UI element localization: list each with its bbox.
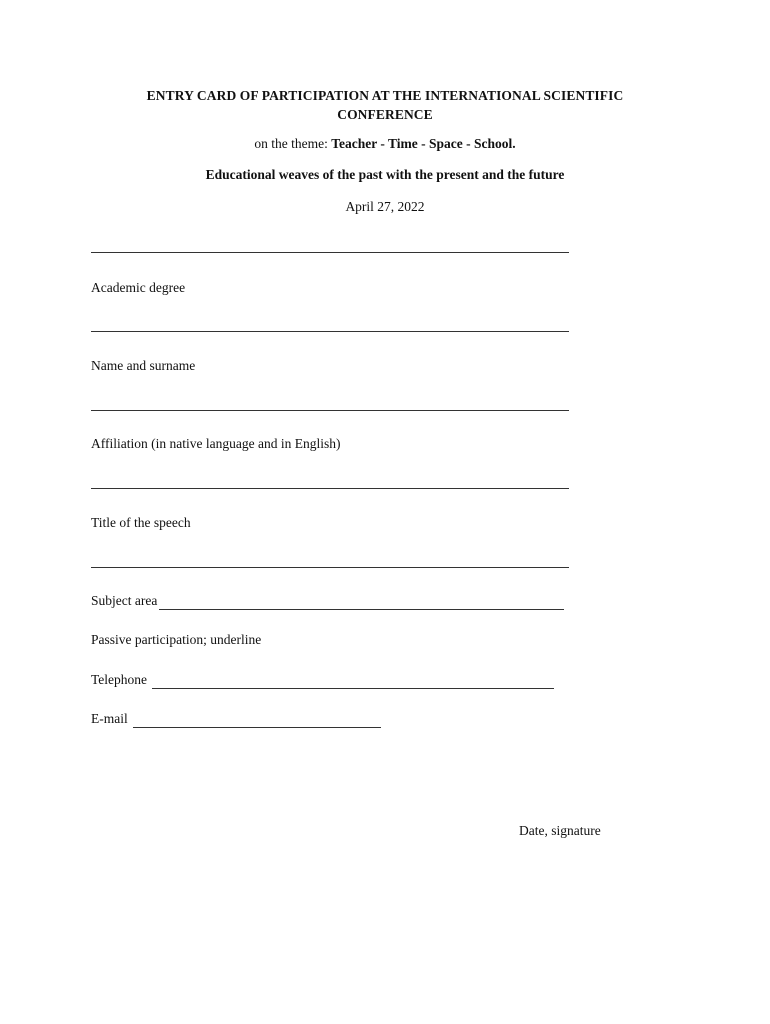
- blank-line-academic-degree[interactable]: [91, 252, 569, 253]
- email-label: E-mail: [91, 711, 128, 726]
- date-signature-label: Date, signature: [519, 823, 601, 838]
- subject-area-label: Subject area: [91, 593, 158, 608]
- affiliation-label: Affiliation (in native language and in English): [91, 436, 341, 451]
- title-of-speech-label: Title of the speech: [91, 515, 191, 530]
- name-surname-label: Name and surname: [91, 358, 196, 373]
- blank-line-speech-continued[interactable]: [91, 567, 569, 568]
- conference-date: April 27, 2022: [345, 199, 425, 214]
- passive-participation-label: Passive participation; underline: [91, 632, 262, 647]
- theme-name: Teacher - Time - Space - School.: [331, 136, 516, 151]
- blank-line-affiliation[interactable]: [91, 410, 569, 411]
- conference-subtitle: Educational weaves of the past with the present and the future: [205, 167, 565, 182]
- telephone-label: Telephone: [91, 672, 148, 687]
- blank-line-title-of-speech[interactable]: [91, 488, 569, 489]
- email-input-line[interactable]: [133, 715, 381, 728]
- academic-degree-label: Academic degree: [91, 280, 186, 295]
- subject-area-input-line[interactable]: [159, 597, 564, 610]
- blank-line-name-surname[interactable]: [91, 331, 569, 332]
- conference-theme: [80, 135, 690, 153]
- telephone-field: [91, 671, 554, 689]
- document-title: ENTRY CARD OF PARTICIPATION AT THE INTERNATIONAL SCIENTIFIC CONFERENCE: [146, 88, 624, 122]
- email-field: [91, 710, 381, 728]
- subject-area-field: [91, 592, 564, 610]
- telephone-input-line[interactable]: [152, 676, 554, 689]
- theme-prefix: on the theme:: [254, 136, 332, 151]
